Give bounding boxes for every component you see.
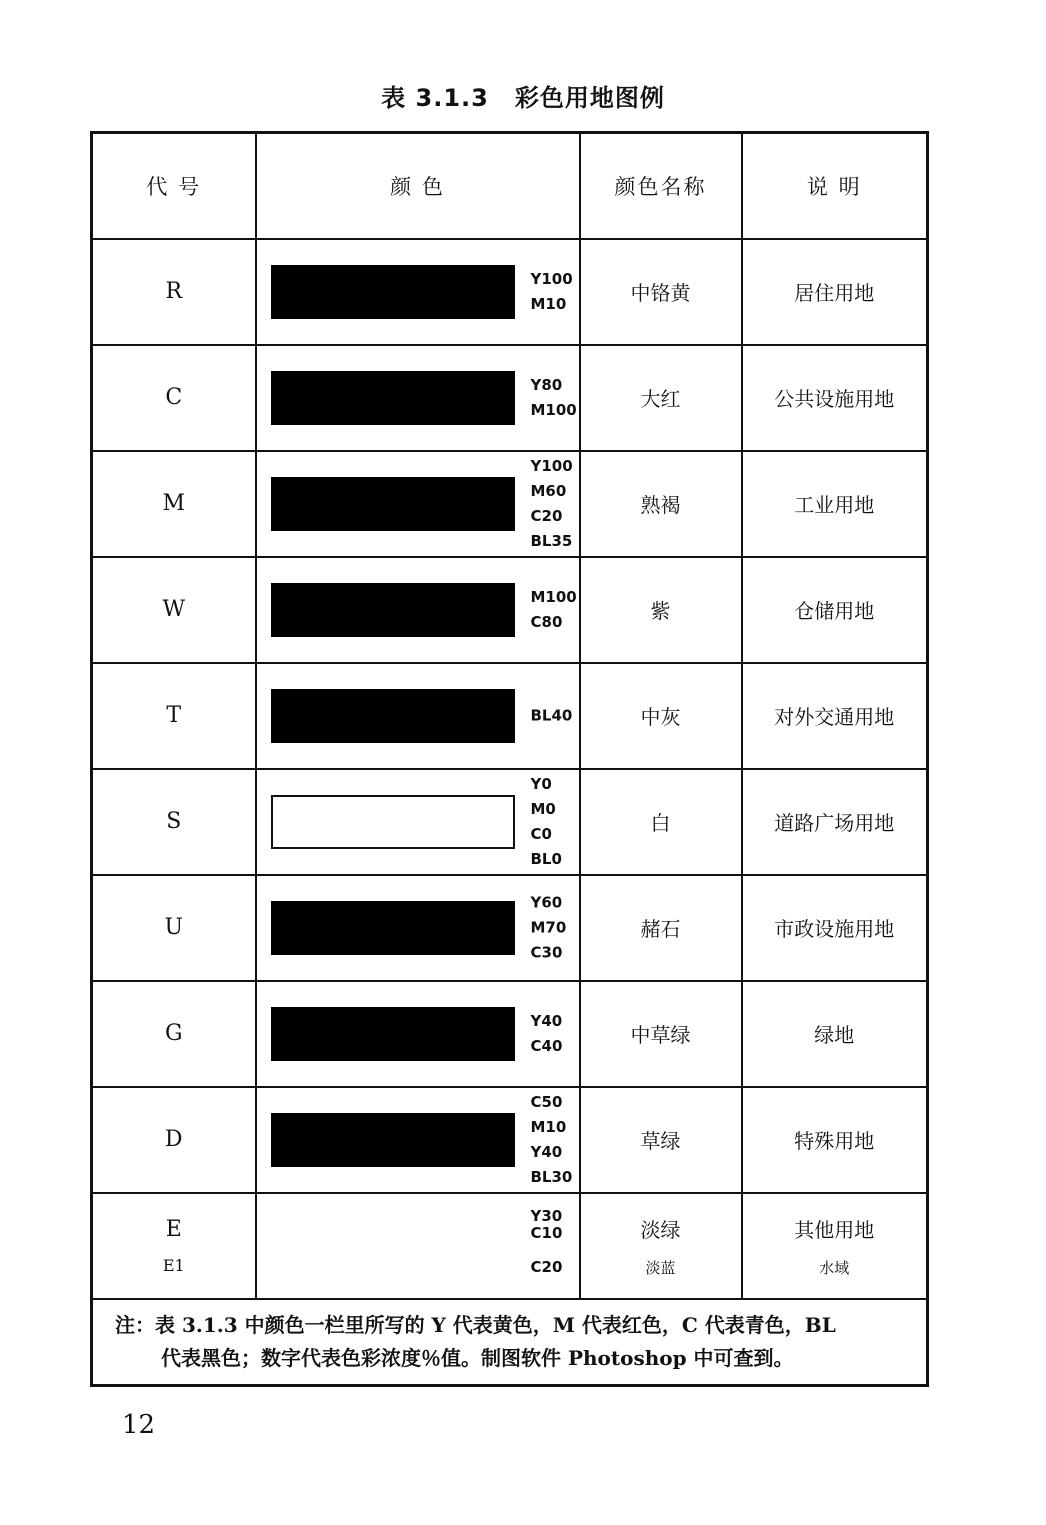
description-cell: 市政设施用地 (742, 875, 928, 981)
color-values (531, 1090, 573, 1190)
table-row (92, 875, 928, 981)
color-name-cell: 中铬黄 (580, 239, 742, 345)
color-value: Y60 (530, 893, 563, 911)
code-value: E (165, 1216, 182, 1242)
description-cell (742, 1193, 928, 1299)
color-value: C80 (530, 612, 563, 631)
color-values (531, 267, 573, 317)
description-cell: 工业用地 (742, 451, 928, 557)
color-swatch (271, 795, 515, 849)
header-description: 说 明 (742, 133, 928, 239)
color-values (531, 890, 567, 965)
color-cell (256, 1087, 580, 1193)
color-value: BL35 (530, 531, 573, 550)
color-cell (256, 239, 580, 345)
color-value: C50 (530, 1092, 563, 1111)
color-value: Y100 (530, 456, 573, 475)
color-values (531, 373, 577, 423)
table-row (92, 769, 928, 875)
color-swatch (271, 583, 515, 637)
color-values (531, 703, 573, 728)
color-cell (256, 981, 580, 1087)
color-name-sub: 淡蓝 (645, 1258, 676, 1277)
description-cell: 特殊用地 (742, 1087, 928, 1193)
color-value: M100 (530, 400, 577, 419)
color-name-cell (580, 1193, 742, 1299)
color-swatch (271, 901, 515, 955)
color-values (531, 454, 573, 554)
description: 其他用地 (794, 1217, 875, 1242)
color-cell (256, 557, 580, 663)
header-color: 颜 色 (256, 133, 580, 239)
table-row (92, 1087, 928, 1193)
color-value: M0 (530, 799, 556, 818)
description-cell: 仓储用地 (742, 557, 928, 663)
color-swatch (271, 477, 515, 531)
description-cell: 绿地 (742, 981, 928, 1087)
code-cell: U (92, 875, 256, 981)
note-line-1: 注：表 3.1.3 中颜色一栏里所写的 Y 代表黄色，M 代表红色，C 代表青色，BL (115, 1312, 836, 1337)
header-code: 代 号 (92, 133, 256, 239)
color-value: BL0 (530, 849, 562, 868)
color-legend-table (90, 131, 929, 1387)
color-value: Y40 (530, 1011, 563, 1030)
table-title (0, 78, 1046, 113)
color-name: 淡绿 (640, 1217, 681, 1242)
color-value-sub: C20 (530, 1257, 563, 1276)
color-value: C20 (530, 506, 563, 525)
color-value: Y40 (530, 1142, 563, 1161)
color-value: C10 (530, 1223, 563, 1242)
color-name-cell: 草绿 (580, 1087, 742, 1193)
code-cell (92, 1193, 256, 1299)
description-sub: 水域 (819, 1258, 850, 1277)
code-cell: W (92, 557, 256, 663)
note-cell (92, 1299, 928, 1386)
code-cell: C (92, 345, 256, 451)
color-swatch (271, 265, 515, 319)
color-value: Y80 (530, 375, 563, 394)
code-sub-value: E1 (162, 1255, 185, 1275)
color-name-cell: 大红 (580, 345, 742, 451)
color-values (531, 1208, 563, 1276)
color-value: BL40 (530, 706, 573, 724)
color-value: C40 (530, 1036, 563, 1055)
color-value: C0 (530, 824, 552, 843)
color-cell (256, 345, 580, 451)
code-cell: M (92, 451, 256, 557)
header-row (92, 133, 928, 239)
code-cell: T (92, 663, 256, 769)
code-cell: D (92, 1087, 256, 1193)
color-value: Y30 (530, 1206, 563, 1225)
table-caption: 彩色用地图例 (514, 84, 665, 112)
color-values (531, 1009, 563, 1059)
description-cell: 对外交通用地 (742, 663, 928, 769)
description-cell: 道路广场用地 (742, 769, 928, 875)
color-name-cell: 熟褐 (580, 451, 742, 557)
color-swatch (271, 371, 515, 425)
color-value: BL30 (530, 1167, 573, 1186)
table-row (92, 451, 928, 557)
table-row (92, 663, 928, 769)
color-name-cell: 紫 (580, 557, 742, 663)
color-value: M100 (530, 587, 577, 606)
color-name-cell: 中草绿 (580, 981, 742, 1087)
color-name-cell: 赭石 (580, 875, 742, 981)
color-value: M60 (530, 481, 567, 500)
table-number: 表 3.1.3 (381, 84, 489, 112)
note-line-2: 代表黑色；数字代表色彩浓度％值。制图软件 Photoshop 中可查到。 (161, 1345, 794, 1370)
description-cell: 居住用地 (742, 239, 928, 345)
code-cell: S (92, 769, 256, 875)
color-value: M10 (530, 294, 567, 313)
color-values (531, 772, 562, 872)
color-values (531, 585, 577, 635)
table-row (92, 557, 928, 663)
color-cell (256, 663, 580, 769)
color-name-cell: 中灰 (580, 663, 742, 769)
color-swatch (271, 689, 515, 743)
color-value: C30 (530, 943, 563, 961)
color-value: M10 (530, 1117, 567, 1136)
table-row (92, 239, 928, 345)
color-swatch (271, 1113, 515, 1167)
table-row-e (92, 1193, 928, 1299)
note-row (92, 1299, 928, 1386)
color-value: M70 (530, 918, 567, 936)
code-cell: G (92, 981, 256, 1087)
header-color-name: 颜色名称 (580, 133, 742, 239)
color-cell (256, 769, 580, 875)
page-number: 12 (122, 1410, 156, 1440)
color-cell (256, 451, 580, 557)
table-row (92, 345, 928, 451)
table-row (92, 981, 928, 1087)
color-cell (256, 875, 580, 981)
color-swatch (271, 1007, 515, 1061)
color-cell (256, 1193, 580, 1299)
code-cell: R (92, 239, 256, 345)
color-name-cell: 白 (580, 769, 742, 875)
color-value: Y0 (530, 774, 552, 793)
description-cell: 公共设施用地 (742, 345, 928, 451)
color-value: Y100 (530, 269, 573, 288)
